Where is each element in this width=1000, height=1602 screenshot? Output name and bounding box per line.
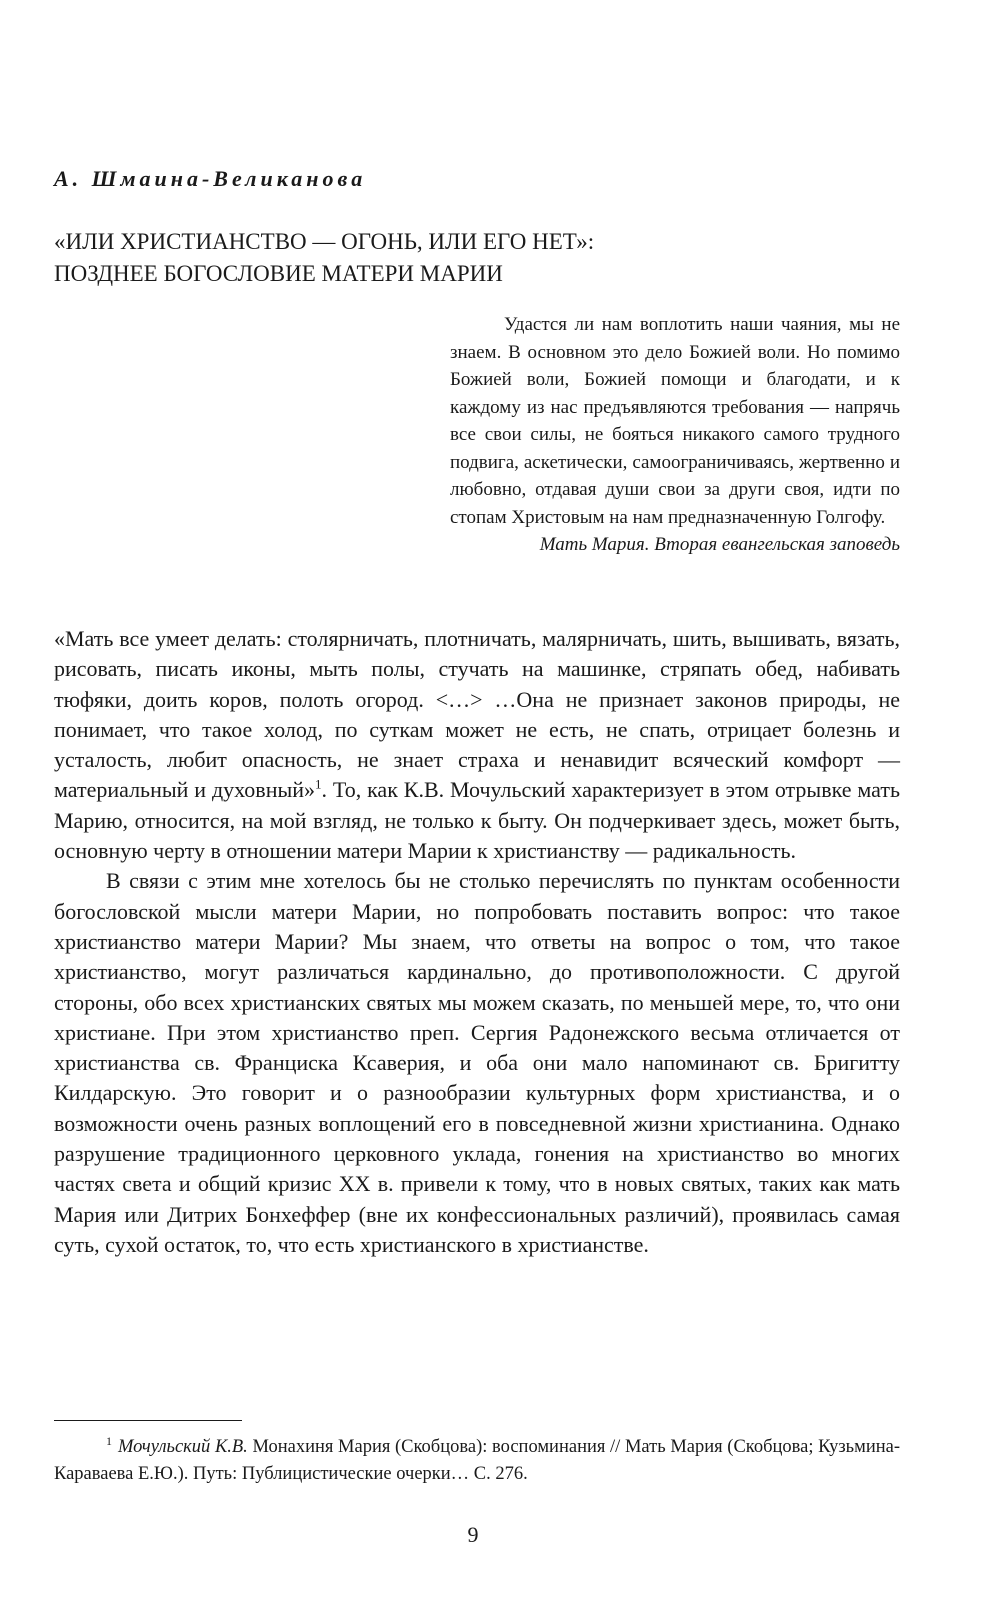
epigraph-text: Удастся ли нам воплотить наши чаяния, мы не знаем. В основном это дело Божией воли. Но помимо Божией воли, Божией помощи и благодати, и к каждому из нас предъявляются требования — напрячь все свои силы, не бояться никакого самого трудного подвига, аскетически, самоограничиваясь, жертвенно и любовно, отдавая души свои за други своя, идти по стопам Христовым на нам предназначенную Голгофу. [450, 314, 900, 528]
epigraph [450, 311, 900, 559]
footnote-text: Монахиня Мария (Скобцова): воспоминания // Мать Мария (Скобцова; Кузьмина-Караваева Е.Ю.). Путь: Публицистические очерки… С. 276. [54, 1437, 900, 1484]
paragraph-1 [54, 624, 900, 866]
epigraph-source: Мать Мария. Вторая евангельская заповедь [539, 534, 900, 555]
page-number: 9 [467, 1522, 479, 1547]
footnote-author: Мочульский К.В. [118, 1437, 248, 1457]
article-title-line-2: ПОЗДНЕЕ БОГОСЛОВИЕ МАТЕРИ МАРИИ [54, 261, 503, 286]
footnote-reference[interactable]: 1 [315, 777, 322, 793]
paragraph-2: В связи с этим мне хотелось бы не столько перечислять по пунктам особенности богословской мысли матери Марии, но попробовать поставить вопрос: что такое христианство матери Марии? Мы знаем, что ответы на вопрос о том, что такое христианство, могут различаться кардинально, до противоположности. С другой стороны, обо всех христианских святых мы можем сказать, по меньшей мере, то, что они христиане. При этом христианство преп. Сергия Радонежского весьма отличается от христианства св. Франциска Ксаверия, и оба они мало напоминают св. Бригитту Килдарскую. Это говорит и о разнообразии культурных форм христианства, и о возможности очень разных воплощений его в повседневной жизни христианина. Однако разрушение традиционного церковного уклада, гонения на христианство во многих частях света и общий кризис XX в. привели к тому, что в новых святых, таких как мать Мария или Дитрих Бонхеффер (вне их конфессиональных различий), проявилась самая суть, сухой остаток, то, что есть христианского в христианстве. [54, 868, 900, 1257]
article-title-line-1: «ИЛИ ХРИСТИАНСТВО — ОГОНЬ, ИЛИ ЕГО НЕТ»: [54, 229, 595, 254]
paragraph-1-quote: «Мать все умеет делать: столярничать, плотничать, малярничать, шить, вышивать, вязать, рисовать, писать иконы, мыть полы, стучать на машинке, стряпать обед, набивать тюфяки, доить коров, полоть огород. <…> …Она не признает законов природы, не понимает, что такое холод, по суткам может не есть, не спать, отрицает болезнь и усталость, любит опасность, не знает страха и ненавидит всяческий комфорт — материальный и духовный» [54, 626, 900, 803]
paragraph-1-rest: . То, как К.В. Мочульский характеризует в этом отрывке мать Марию, относится, на мой взгляд, не только к быту. Он подчеркивает здесь, может быть, основную черту в отношении матери Марии к христианству — радикальность. [54, 777, 900, 864]
footnote-number: 1 [106, 1433, 112, 1448]
main-text [54, 624, 900, 1260]
footnote [54, 1434, 900, 1488]
author-name: А. Шмаина-Великанова [54, 166, 367, 191]
article-title [54, 226, 594, 290]
footnote-divider [54, 1420, 242, 1421]
